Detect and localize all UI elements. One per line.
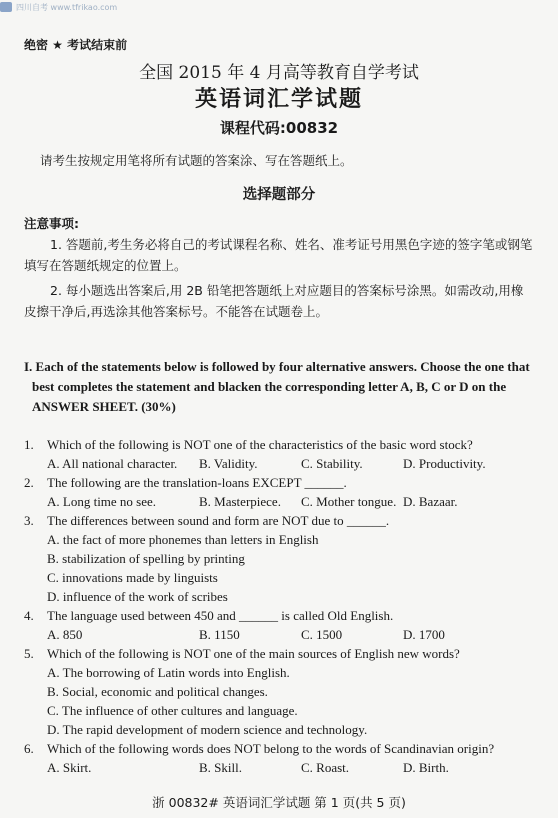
- answer-option: B. stabilization of spelling by printing: [47, 550, 245, 566]
- watermark-text: 四川自考 www.tfrikao.com: [16, 2, 118, 12]
- note-item: 2. 每小题选出答案后,用 2B 铅笔把答题纸上对应题目的答案标号涂黑。如需改动,用橡皮擦干净后,再选涂其他答案标号。不能答在试题卷上。: [24, 283, 524, 319]
- question-stem-row: [24, 473, 536, 492]
- page-footer: 浙 00832# 英语词汇学试题 第 1 页(共 5 页): [152, 795, 406, 810]
- question-stem: The differences between sound and form are NOT due to ______.: [47, 512, 390, 528]
- answer-option: A. All national character.: [47, 455, 178, 471]
- answer-option: A. Skirt.: [47, 759, 92, 775]
- answer-option: C. 1500: [301, 626, 343, 642]
- question-stem: Which of the following is NOT one of the main sources of English new words?: [47, 645, 460, 661]
- options-row: [24, 758, 536, 777]
- question-number: 6.: [24, 740, 34, 756]
- options-row: [24, 454, 536, 473]
- question-stem-row: [24, 606, 536, 625]
- answer-option: B. Skill.: [199, 759, 242, 775]
- directions-line: ANSWER SHEET. (30%): [32, 399, 176, 414]
- question-stem-row: [24, 644, 536, 663]
- answer-option: C. Mother tongue.: [301, 493, 397, 509]
- watermark: [0, 0, 117, 14]
- directions-line: best completes the statement and blacken the corresponding letter A, B, C or D on the: [32, 379, 507, 394]
- answer-option: D. Bazaar.: [403, 493, 458, 509]
- answer-option: C. innovations made by linguists: [47, 569, 218, 585]
- question-number: 3.: [24, 512, 34, 528]
- answer-option: C. Roast.: [301, 759, 350, 775]
- answer-option: B. Masterpiece.: [199, 493, 281, 509]
- site-logo-icon: [0, 2, 12, 12]
- answer-option: A. Long time no see.: [47, 493, 157, 509]
- answer-instruction: 请考生按规定用笔将所有试题的答案涂、写在答题纸上。: [40, 153, 353, 168]
- exam-session: 全国 2015 年 4 月高等教育自学考试: [139, 63, 419, 83]
- answer-option: D. The rapid development of modern science and technology.: [47, 721, 368, 737]
- notes-heading: 注意事项:: [24, 216, 79, 231]
- course-code: 课程代码:00832: [219, 119, 339, 137]
- answer-option: D. Birth.: [403, 759, 449, 775]
- answer-option: A. The borrowing of Latin words into English.: [47, 664, 290, 680]
- question-stem: The language used between 450 and ______ is called Old English.: [47, 607, 394, 623]
- section-title: 选择题部分: [242, 187, 316, 203]
- answer-option: D. Productivity.: [403, 455, 486, 471]
- answer-option: C. The influence of other cultures and language.: [47, 702, 298, 718]
- options-row: [24, 492, 536, 511]
- answer-option: C. Stability.: [301, 455, 363, 471]
- question-stem: The following are the translation-loans EXCEPT ______.: [47, 474, 347, 490]
- answer-option: A. the fact of more phonemes than letters in English: [47, 531, 319, 547]
- answer-option: B. Social, economic and political changes.: [47, 683, 268, 699]
- question-list: [24, 435, 536, 777]
- question-stem-row: [24, 739, 536, 758]
- question-stem-row: [24, 511, 536, 530]
- question-stem: Which of the following is NOT one of the characteristics of the basic word stock?: [47, 436, 473, 452]
- question-stem: Which of the following words does NOT belong to the words of Scandinavian origin?: [47, 740, 495, 756]
- question-number: 5.: [24, 645, 34, 661]
- directions-line: I. Each of the statements below is followed by four alternative answers. Choose the one that: [24, 359, 530, 374]
- options-row: [24, 625, 536, 644]
- note-item: 1. 答题前,考生务必将自己的考试课程名称、姓名、准考证号用黑色字迹的签字笔或钢笔填写在答题纸规定的位置上。: [24, 237, 533, 273]
- answer-option: B. 1150: [199, 626, 240, 642]
- page-title: 英语词汇学试题: [194, 87, 363, 112]
- question-number: 1.: [24, 436, 34, 452]
- part-one-directions: [24, 357, 536, 417]
- confidential-label: 绝密 ★ 考试结束前: [24, 38, 128, 52]
- question-stem-row: [24, 435, 536, 454]
- answer-option: D. influence of the work of scribes: [47, 588, 228, 604]
- answer-option: B. Validity.: [199, 455, 258, 471]
- question-number: 4.: [24, 607, 34, 623]
- question-number: 2.: [24, 474, 34, 490]
- answer-option: A. 850: [47, 626, 83, 642]
- answer-option: D. 1700: [403, 626, 445, 642]
